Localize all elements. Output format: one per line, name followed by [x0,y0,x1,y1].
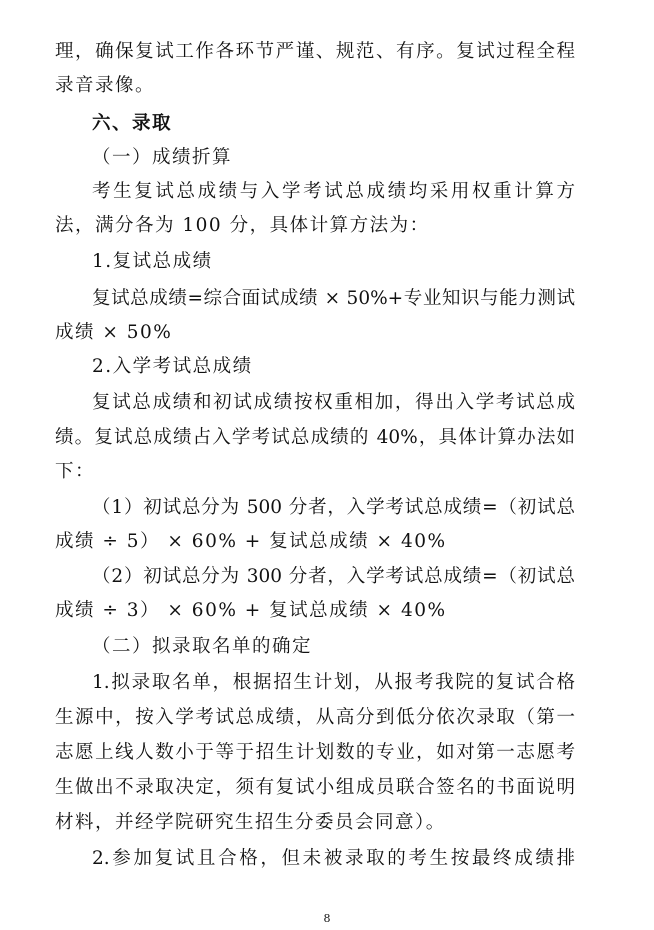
text-line: 法，满分各为 100 分，具体计算方法为： [55,215,430,236]
page-number: 8 [323,912,331,925]
text-line: 1.拟录取名单，根据招生计划，从报考我院的复试合格 [92,672,575,693]
text-line: 成绩 × 50% [55,322,173,343]
text-line: （1）初试总分为 500 分者，入学考试总成绩=（初试总 [92,497,575,518]
text-line: 下： [55,461,96,482]
text-line: 成绩 ÷ 3） × 60% + 复试总成绩 × 40% [55,600,447,621]
text-line: 材料，并经学院研究生招生分委员会同意）。 [55,812,446,833]
text-line: 生做出不录取决定，须有复试小组成员联合签名的书面说明 [55,777,575,798]
text-line: 复试总成绩=综合面试成绩 × 50%+专业知识与能力测试 [92,288,575,309]
text-line: （2）初试总分为 300 分者，入学考试总成绩=（初试总 [92,566,575,587]
item-heading: 1.复试总成绩 [92,251,213,272]
subsection-heading: （二）拟录取名单的确定 [92,636,313,657]
text-line: 录音录像。 [55,75,156,96]
text-line: 考生复试总成绩与入学考试总成绩均采用权重计算方 [92,181,575,202]
section-heading: 六、录取 [92,113,173,134]
text-line: 复试总成绩和初试成绩按权重相加，得出入学考试总成 [92,392,575,413]
text-line: 成绩 ÷ 5） × 60% + 复试总成绩 × 40% [55,531,447,552]
subsection-heading: （一）成绩折算 [92,147,233,168]
text-line: 理，确保复试工作各环节严谨、规范、有序。复试过程全程 [55,41,575,62]
text-line: 志愿上线人数小于等于招生计划数的专业，如对第一志愿考 [55,742,575,763]
item-heading: 2.入学考试总成绩 [92,356,253,377]
text-line: 2.参加复试且合格，但未被录取的考生按最终成绩排 [92,848,575,869]
text-line: 生源中，按入学考试总成绩，从高分到低分依次录取（第一 [55,707,575,728]
text-line: 绩。复试总成绩占入学考试总成绩的 40%，具体计算办法如 [55,427,575,448]
